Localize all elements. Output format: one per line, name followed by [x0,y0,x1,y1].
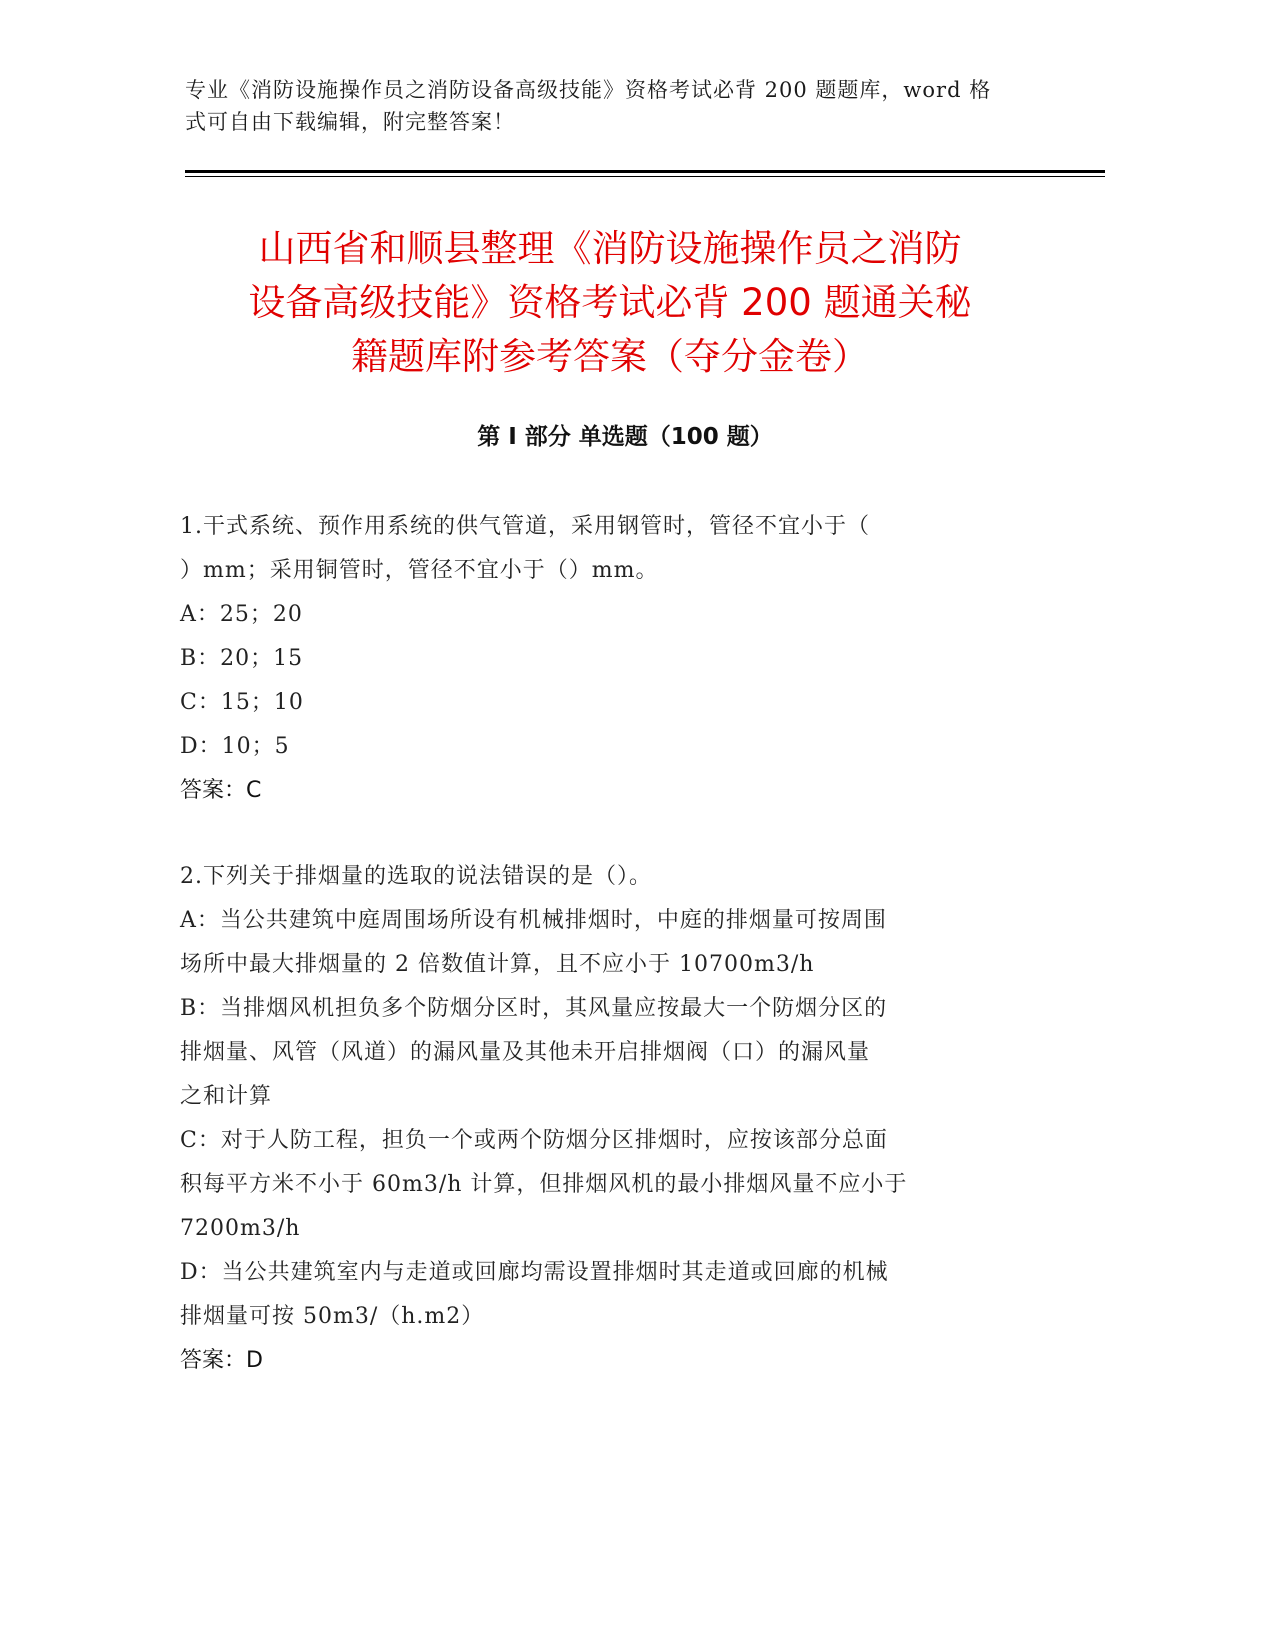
question-1-stem-line-1: 1.干式系统、预作用系统的供气管道，采用钢管时，管径不宜小于（ [180,514,870,539]
question-1-option-c: C：15；10 [180,690,304,715]
document-title-line-2: 设备高级技能》资格考试必背 200 题通关秘 [248,281,972,324]
question-2-stem: 2.下列关于排烟量的选取的说法错误的是（）。 [180,864,652,889]
document-title-line-3: 籍题库附参考答案（夺分金卷） [351,335,869,378]
question-1-option-b: B：20；15 [180,646,304,671]
question-2-option-a-line-2: 场所中最大排烟量的 2 倍数值计算，且不应小于 10700m3/h [180,952,815,977]
question-2-option-a-line-1: A：当公共建筑中庭周围场所设有机械排烟时，中庭的排烟量可按周围 [180,908,887,933]
question-2-option-d [180,1251,1040,1339]
header-note [185,74,1065,138]
question-2-option-b [180,987,1040,1119]
question-1 [180,505,1040,813]
header-divider-thin [185,176,1105,177]
question-2-option-b-line-2: 排烟量、风管（风道）的漏风量及其他未开启排烟阀（口）的漏风量 [180,1040,871,1065]
question-2 [180,855,1040,1383]
question-2-option-b-line-3: 之和计算 [180,1084,273,1109]
question-2-option-d-line-1: D：当公共建筑室内与走道或回廊均需设置排烟时其走道或回廊的机械 [180,1260,889,1285]
question-1-answer: 答案：C [180,778,262,803]
header-divider-thick [185,170,1105,173]
section-heading: 第 I 部分 单选题（100 题） [477,424,773,450]
question-1-option-d: D：10；5 [180,734,290,759]
question-2-option-c-line-2: 积每平方米不小于 60m3/h 计算，但排烟风机的最小排烟风量不应小于 [180,1172,908,1197]
question-2-option-d-line-2: 排烟量可按 50m3/（h.m2） [180,1304,485,1329]
question-2-option-b-line-1: B：当排烟风机担负多个防烟分区时，其风量应按最大一个防烟分区的 [180,996,888,1021]
header-note-line-1: 专业《消防设施操作员之消防设备高级技能》资格考试必背 200 题题库，word 格 [185,78,992,102]
question-2-answer: 答案：D [180,1348,263,1373]
header-note-line-2: 式可自由下载编辑，附完整答案！ [185,110,515,134]
question-2-option-c-line-3: 7200m3/h [180,1216,301,1241]
question-2-option-c-line-1: C：对于人防工程，担负一个或两个防烟分区排烟时，应按该部分总面 [180,1128,888,1153]
question-1-stem-line-2: ）mm；采用铜管时，管径不宜小于（）mm。 [180,558,659,583]
document-title-line-1: 山西省和顺县整理《消防设施操作员之消防 [258,227,962,270]
question-2-option-c [180,1119,1040,1251]
document-title [180,222,1040,384]
question-2-option-a [180,899,1040,987]
question-1-option-a: A：25；20 [180,602,303,627]
